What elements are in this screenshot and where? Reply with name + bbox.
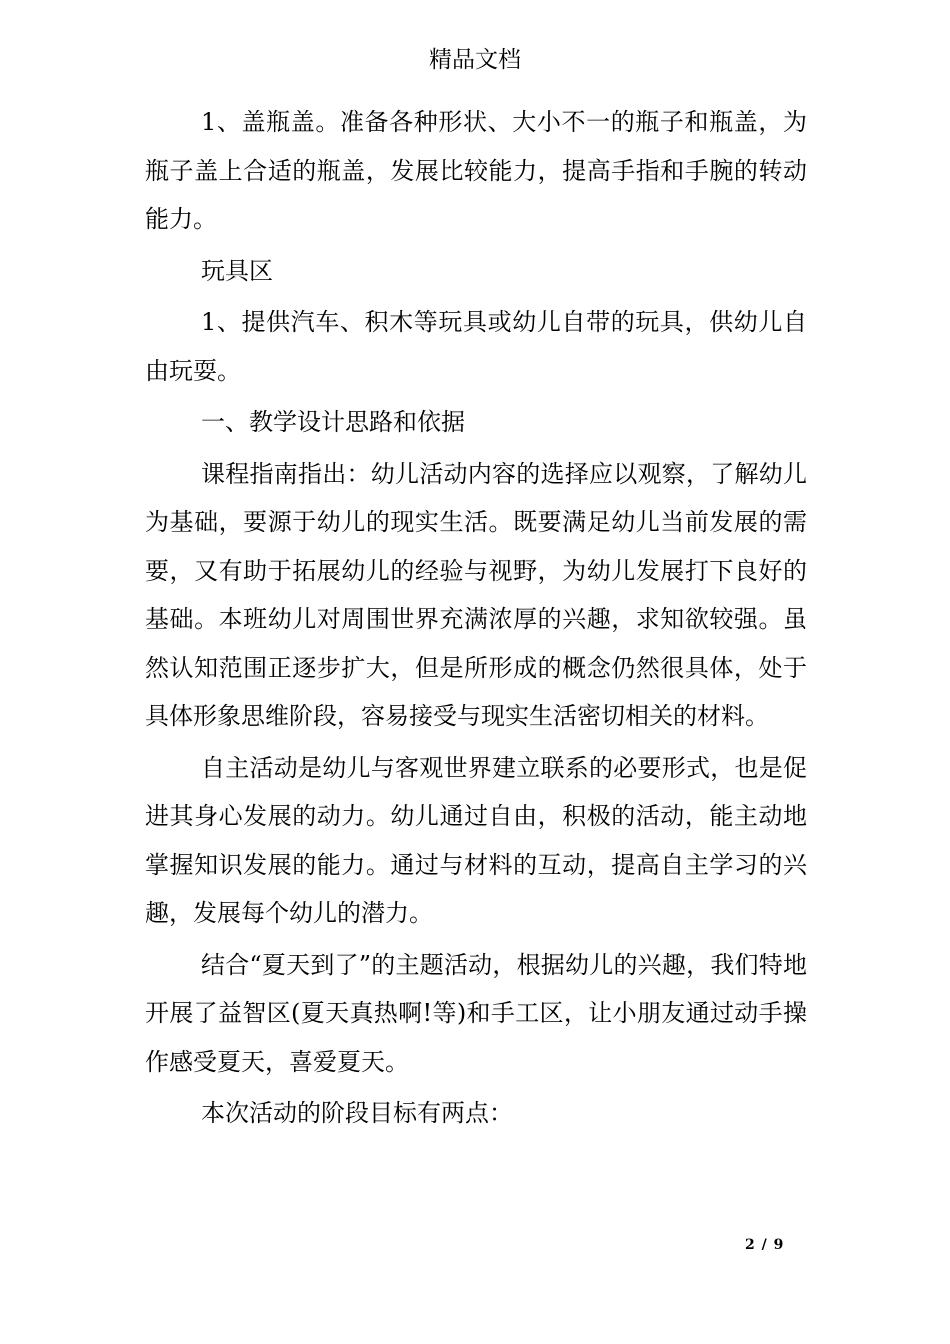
paragraph-curriculum-guide: 课程指南指出：幼儿活动内容的选择应以观察，了解幼儿为基础，要源于幼儿的现实生活。既要满足幼儿当前发展的需要，又有助于拓展幼儿的经验与视野，为幼儿发展打下良好的基础。本班幼儿对周围世界充满浓厚的兴趣，求知欲较强。虽然认知范围正逐步扩大，但是所形成的概念仍然很具体，处于具体形象思维阶段，容易接受与现实生活密切相关的材料。 (145, 459, 807, 730)
page-number: 2 / 9 (745, 1237, 785, 1253)
paragraph-section-heading: 一、教学设计思路和依据 (201, 408, 465, 436)
document-body (145, 98, 807, 1141)
paragraph-stage-goals: 本次活动的阶段目标有两点： (201, 1099, 513, 1127)
paragraph-toy-area-heading: 玩具区 (201, 256, 273, 285)
page-header: 精品文档 (429, 47, 521, 73)
paragraph-toy-area-item: 1、提供汽车、积木等玩具或幼儿自带的玩具，供幼儿自由玩耍。 (145, 308, 807, 385)
paragraph-summer-theme: 结合“夏天到了”的主题活动，根据幼儿的兴趣，我们特地开展了益智区(夏天真热啊!等)和手工区，让小朋友通过动手操作感受夏天，喜爱夏天。 (145, 950, 807, 1076)
paragraph-autonomous-activity: 自主活动是幼儿与客观世界建立联系的必要形式，也是促进其身心发展的动力。幼儿通过自由，积极的活动，能主动地掌握知识发展的能力。通过与材料的互动，提高自主学习的兴趣，发展每个幼儿的潜力。 (145, 753, 807, 927)
paragraph-bottle-caps: 1、盖瓶盖。准备各种形状、大小不一的瓶子和瓶盖，为瓶子盖上合适的瓶盖，发展比较能力，提高手指和手腕的转动能力。 (145, 108, 807, 233)
